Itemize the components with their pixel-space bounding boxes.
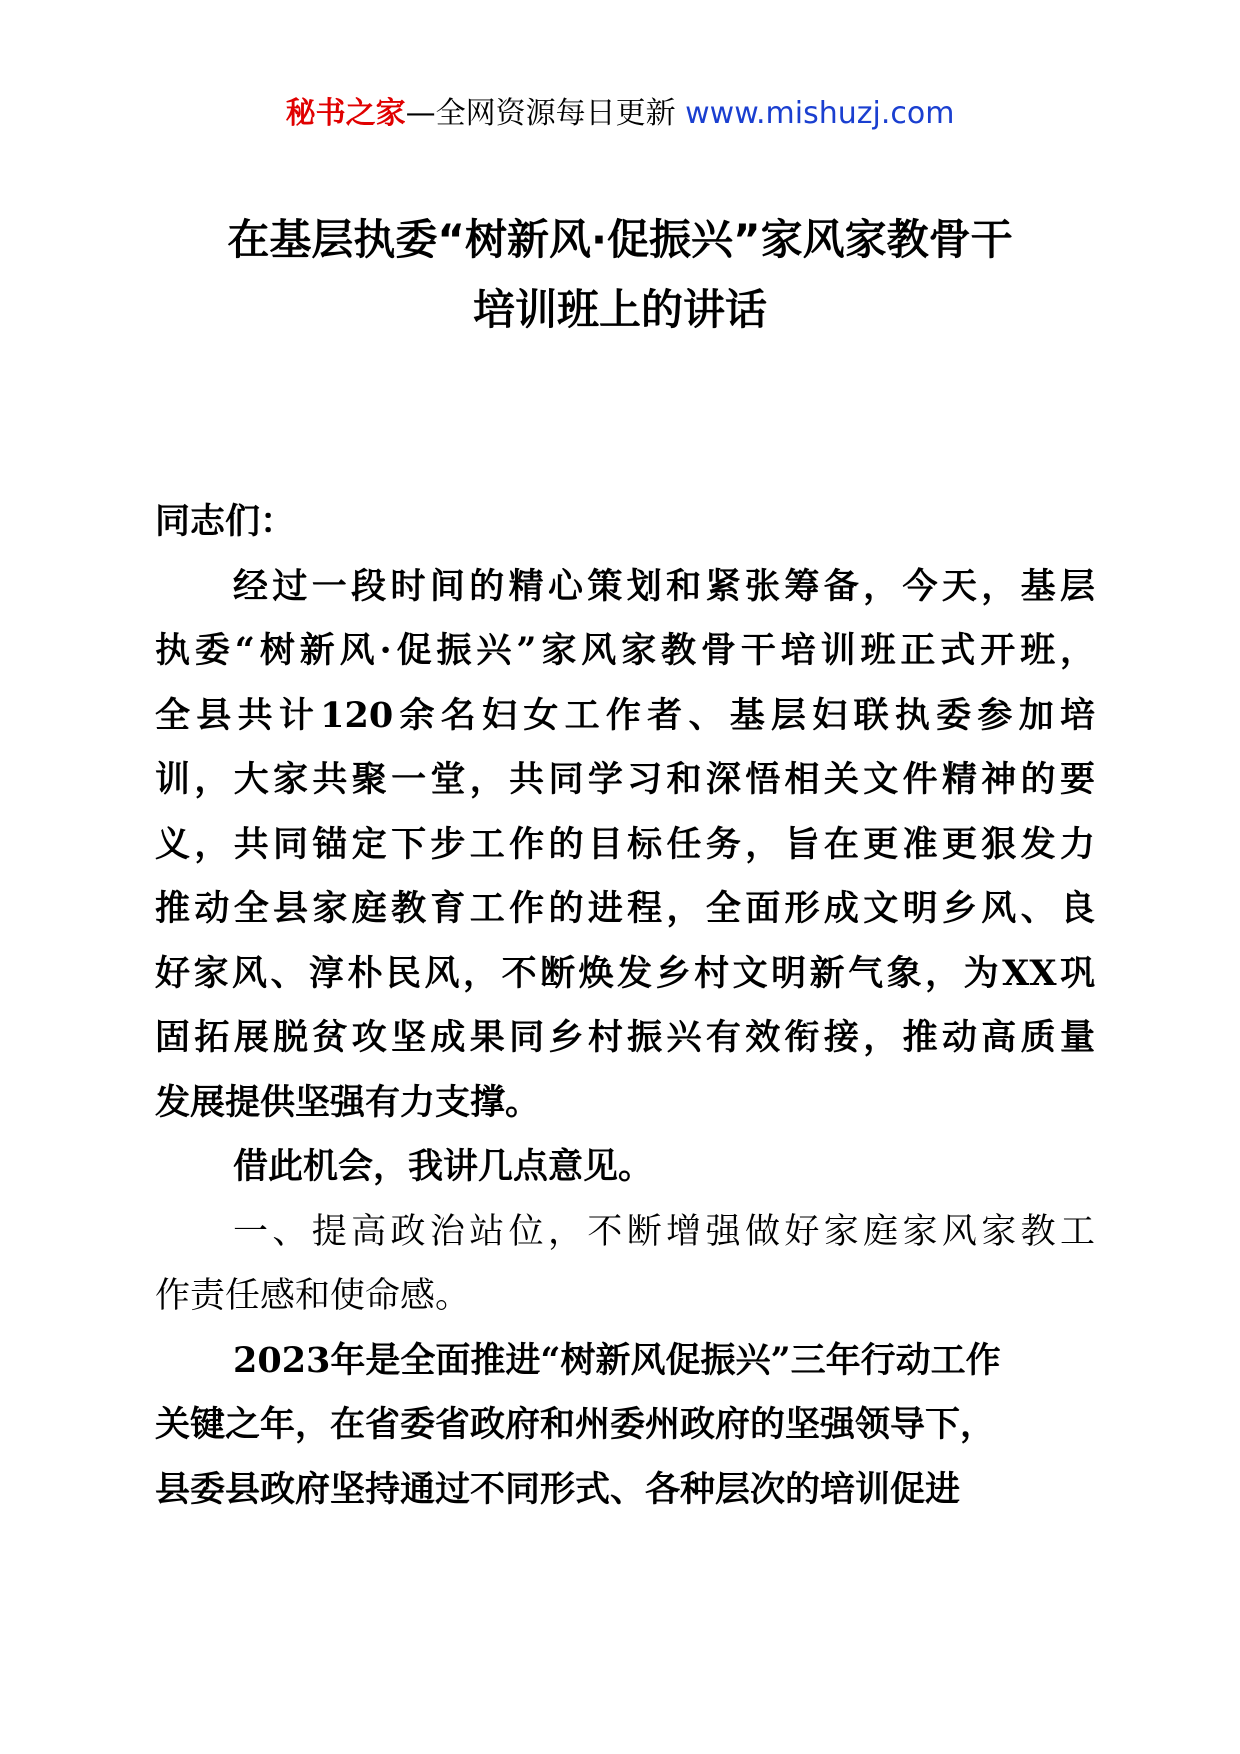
text-line: 好家风、淳朴民风，不断焕发乡村文明新气象，为XX巩 xyxy=(155,952,1095,994)
text-line: 执委“树新风·促振兴”家风家教骨干培训班正式开班， xyxy=(155,630,1095,671)
text-line: 一、提高政治站位，不断增强做好家庭家风家教工 xyxy=(233,1211,1095,1252)
text-line: 义，共同锚定下步工作的目标任务，旨在更准更狠发力 xyxy=(155,823,1095,865)
paragraph-opinions xyxy=(155,1135,1095,1200)
document-body xyxy=(155,490,1095,1522)
title-line-1: 在基层执委“树新风·促振兴”家风家教骨干 xyxy=(227,215,1013,264)
text-line: 作责任感和使命感。 xyxy=(155,1276,471,1316)
title-line-2: 培训班上的讲话 xyxy=(472,285,767,334)
text-line: 关键之年，在省委省政府和州委州政府的坚强领导下， xyxy=(155,1404,996,1445)
site-header xyxy=(0,94,1240,134)
text-line: 训，大家共聚一堂，共同学习和深悟相关文件精神的要 xyxy=(155,759,1095,800)
text-line: 推动全县家庭教育工作的进程，全面形成文明乡风、良 xyxy=(155,888,1095,929)
section-heading-1 xyxy=(155,1200,1095,1329)
paragraph-2023 xyxy=(155,1329,1095,1523)
text-line: 全县共计120余名妇女工作者、基层妇联执委参加培 xyxy=(155,694,1095,736)
text-line: 固拓展脱贫攻坚成果同乡村振兴有效衔接，推动高质量 xyxy=(155,1017,1095,1058)
site-url-link[interactable]: www.mishuzj.com xyxy=(685,96,955,131)
text-line: 借此机会，我讲几点意见。 xyxy=(233,1146,654,1187)
text-line: 经过一段时间的精心策划和紧张筹备，今天，基层 xyxy=(233,565,1095,607)
salutation: 同志们： xyxy=(155,501,296,542)
text-line: 2023年是全面推进“树新风促振兴”三年行动工作 xyxy=(233,1339,1001,1381)
brand-name: 秘书之家 xyxy=(285,96,406,131)
document-title xyxy=(140,205,1100,345)
text-line: 发展提供坚强有力支撑。 xyxy=(155,1081,541,1123)
paragraph-intro xyxy=(155,555,1095,1136)
header-tagline: —全网资源每日更新 xyxy=(405,96,676,131)
text-line: 县委县政府坚持通过不同形式、各种层次的培训促进 xyxy=(155,1468,961,1510)
